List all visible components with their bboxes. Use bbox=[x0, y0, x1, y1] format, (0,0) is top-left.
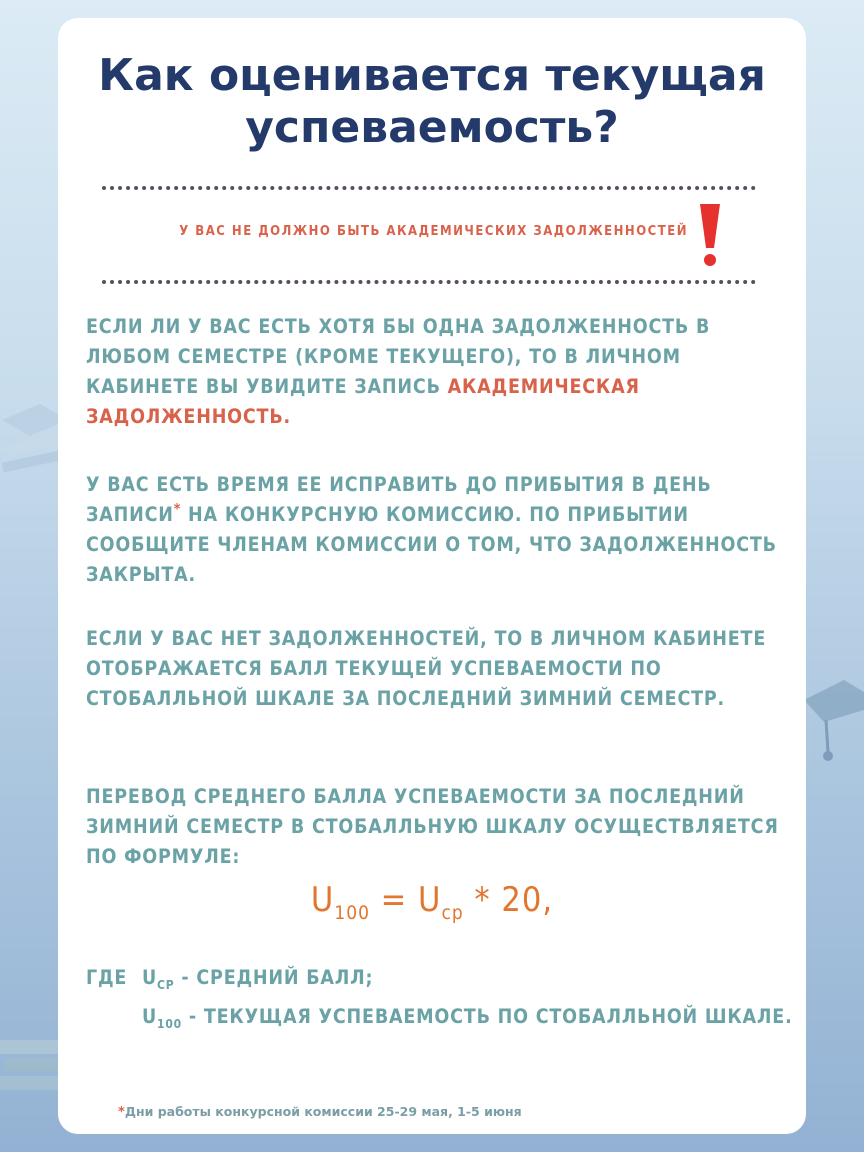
formula-sub: 100 bbox=[334, 901, 370, 924]
info-card bbox=[58, 18, 806, 1134]
paragraph-text: ЕСЛИ ЛИ У ВАС ЕСТЬ ХОТЯ БЫ ОДНА ЗАДОЛЖЕННОСТЬ В ЛЮБОМ СЕМЕСТРЕ (КРОМЕ ТЕКУЩЕГО), ТО В ЛИЧНОМ КАБИНЕТЕ ВЫ УВИДИТЕ ЗАПИСЬ bbox=[86, 315, 711, 398]
paragraph-no-debt: ЕСЛИ У ВАС НЕТ ЗАДОЛЖЕННОСТЕЙ, ТО В ЛИЧНОМ КАБИНЕТЕ ОТОБРАЖАЕТСЯ БАЛЛ ТЕКУЩЕЙ УСПЕВАЕМОСТИ ПО СТОБАЛЛЬНОЙ ШКАЛЕ ЗА ПОСЛЕДНИЙ ЗИМНИЙ СЕМЕСТР. bbox=[86, 627, 767, 710]
legend-text: - СРЕДНИЙ БАЛЛ; bbox=[174, 966, 374, 989]
formula bbox=[58, 880, 806, 924]
paragraph-text: НА КОНКУРСНУЮ КОМИССИЮ. ПО ПРИБЫТИИ СООБЩИТЕ ЧЛЕНАМ КОМИССИИ О ТОМ, ЧТО ЗАДОЛЖЕННОСТЬ ЗАКРЫТА. bbox=[86, 503, 777, 586]
legend-var: U bbox=[142, 1004, 158, 1028]
legend-sub: 100 bbox=[157, 1016, 182, 1031]
paragraph-fix-time bbox=[86, 470, 786, 590]
formula-rest: * 20, bbox=[474, 880, 554, 920]
warning-text: У ВАС НЕ ДОЛЖНО БЫТЬ АКАДЕМИЧЕСКИХ ЗАДОЛЖЕННОСТЕЙ bbox=[179, 224, 688, 239]
legend-text: - ТЕКУЩАЯ УСПЕВАЕМОСТЬ ПО СТОБАЛЛЬНОЙ ШКАЛЕ. bbox=[181, 1004, 793, 1028]
formula-var: U bbox=[418, 880, 442, 920]
dotted-divider-top bbox=[102, 186, 756, 190]
asterisk-mark: * bbox=[118, 1105, 125, 1120]
page-title: Как оценивается текущая успеваемость? bbox=[98, 50, 766, 153]
paragraph-debt-notice bbox=[86, 312, 786, 432]
formula-legend bbox=[86, 962, 793, 1040]
asterisk-mark: * bbox=[173, 501, 182, 518]
paragraph-text: У ВАС ЕСТЬ ВРЕМЯ ЕЕ ИСПРАВИТЬ ДО ПРИБЫТИЯ В ДЕНЬ ЗАПИСИ bbox=[86, 473, 712, 526]
legend-sub: СР bbox=[157, 977, 175, 992]
paragraph-conversion: ПЕРЕВОД СРЕДНЕГО БАЛЛА УСПЕВАЕМОСТИ ЗА ПОСЛЕДНИЙ ЗИМНИЙ СЕМЕСТР В СТОБАЛЛЬНУЮ ШКАЛУ ОСУЩЕСТВЛЯЕТСЯ ПО ФОРМУЛЕ: bbox=[86, 785, 779, 868]
legend-label: ГДЕ bbox=[86, 966, 128, 989]
footnote bbox=[118, 1104, 738, 1119]
footnote-text: Дни работы конкурсной комиссии 25-29 мая, 1-5 июня bbox=[124, 1104, 522, 1119]
mortarboard-icon bbox=[804, 660, 864, 770]
formula-equals: = bbox=[380, 880, 408, 920]
exclamation-icon bbox=[698, 202, 722, 268]
formula-sub: ср bbox=[441, 901, 464, 924]
legend-row bbox=[86, 1001, 793, 1040]
academic-debt-highlight: АКАДЕМИЧЕСКАЯ ЗАДОЛЖЕННОСТЬ. bbox=[86, 375, 640, 428]
formula-var: U bbox=[310, 880, 335, 920]
dotted-divider-bottom bbox=[102, 280, 756, 284]
legend-row bbox=[86, 962, 786, 1001]
legend-var: U bbox=[142, 966, 158, 989]
